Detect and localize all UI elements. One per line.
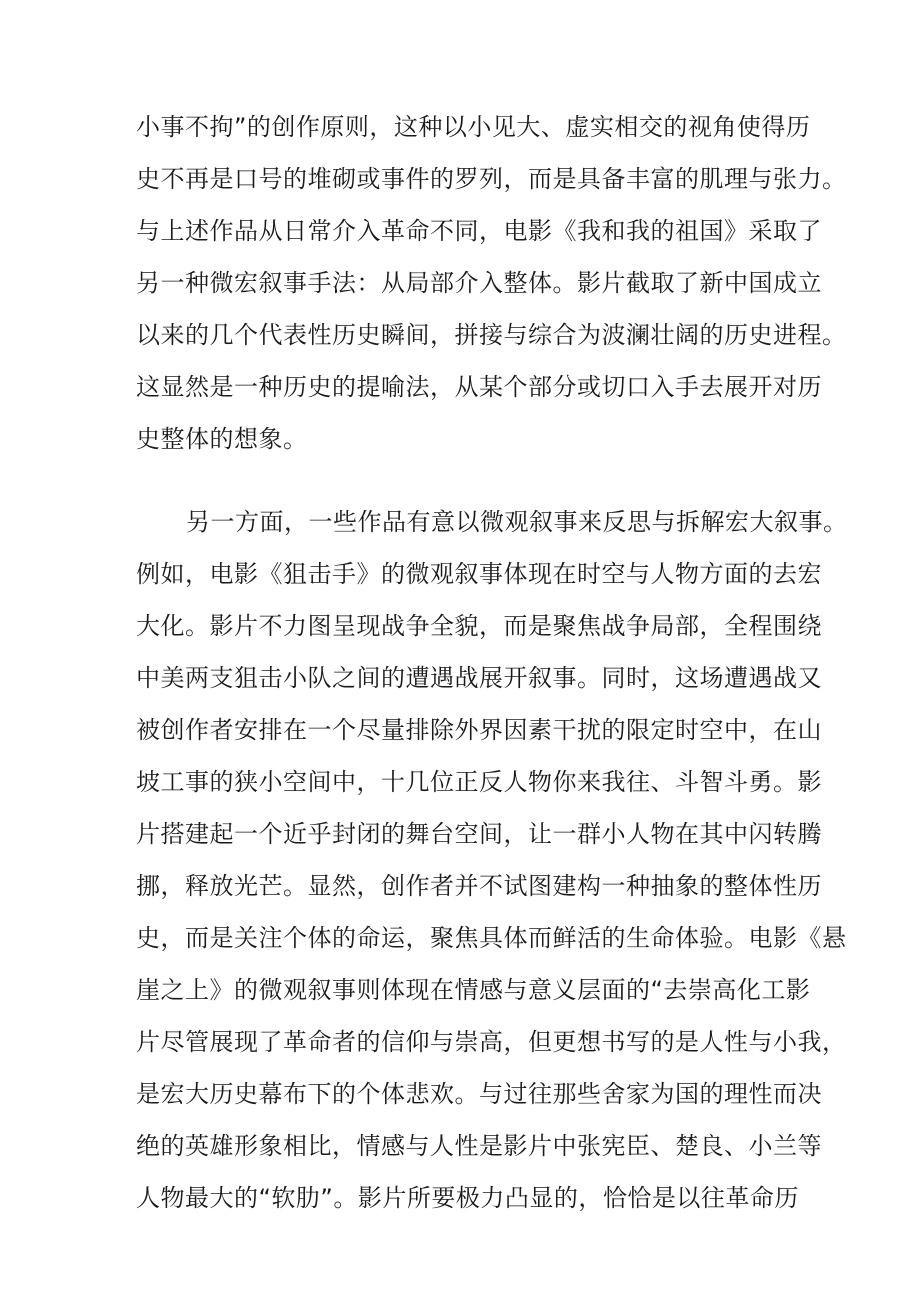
- text-line: 与上述作品从日常介入革命不同，电影《我和我的祖国》采取了: [136, 217, 822, 245]
- text-line: 例如，电影《狙击手》的微观叙事体现在时空与人物方面的去宏: [136, 560, 822, 588]
- text-line: 挪，释放光芒。显然，创作者并不试图建构一种抽象的整体性历: [136, 872, 822, 900]
- text-line: 史不再是口号的堆砌或事件的罗列，而是具备丰富的肌理与张力。: [136, 165, 847, 193]
- text-line: 人物最大的“软肋”。影片所要极力凸显的，恰恰是以往革命历: [136, 1184, 799, 1212]
- text-line: 这显然是一种历史的提喻法，从某个部分或切口入手去展开对历: [136, 373, 822, 401]
- text-line: 中美两支狙击小队之间的遭遇战展开叙事。同时，这场遭遇战又: [136, 664, 822, 692]
- text-line: 另一种微宏叙事手法：从局部介入整体。影片截取了新中国成立: [136, 269, 822, 297]
- text-line: 小事不拘”的创作原则，这种以小见大、虚实相交的视角使得历: [136, 113, 811, 141]
- text-line: 绝的英雄形象相比，情感与人性是影片中张宪臣、楚良、小兰等: [136, 1132, 822, 1160]
- text-line: 以来的几个代表性历史瞬间，拼接与综合为波澜壮阔的历史进程。: [136, 321, 847, 349]
- text-line: 片搭建起一个近乎封闭的舞台空间，让一群小人物在其中闪转腾: [136, 820, 822, 848]
- text-line: 大化。影片不力图呈现战争全貌，而是聚焦战争局部，全程围绕: [136, 612, 822, 640]
- text-line: 被创作者安排在一个尽量排除外界因素干扰的限定时空中，在山: [136, 716, 822, 744]
- text-line: 坡工事的狭小空间中，十几位正反人物你来我往、斗智斗勇。影: [136, 768, 822, 796]
- text-line: 是宏大历史幕布下的个体悲欢。与过往那些舍家为国的理性而决: [136, 1080, 822, 1108]
- text-line: 崖之上》的微观叙事则体现在情感与意义层面的“去崇高化工影: [136, 976, 811, 1004]
- text-line: 史整体的想象。: [136, 425, 308, 453]
- text-line: 史，而是关注个体的命运，聚焦具体而鲜活的生命体验。电影《悬: [136, 924, 847, 952]
- text-line: 另一方面，一些作品有意以微观叙事来反思与拆解宏大叙事。: [186, 508, 848, 536]
- text-line: 片尽管展现了革命者的信仰与崇高，但更想书写的是人性与小我，: [136, 1028, 847, 1056]
